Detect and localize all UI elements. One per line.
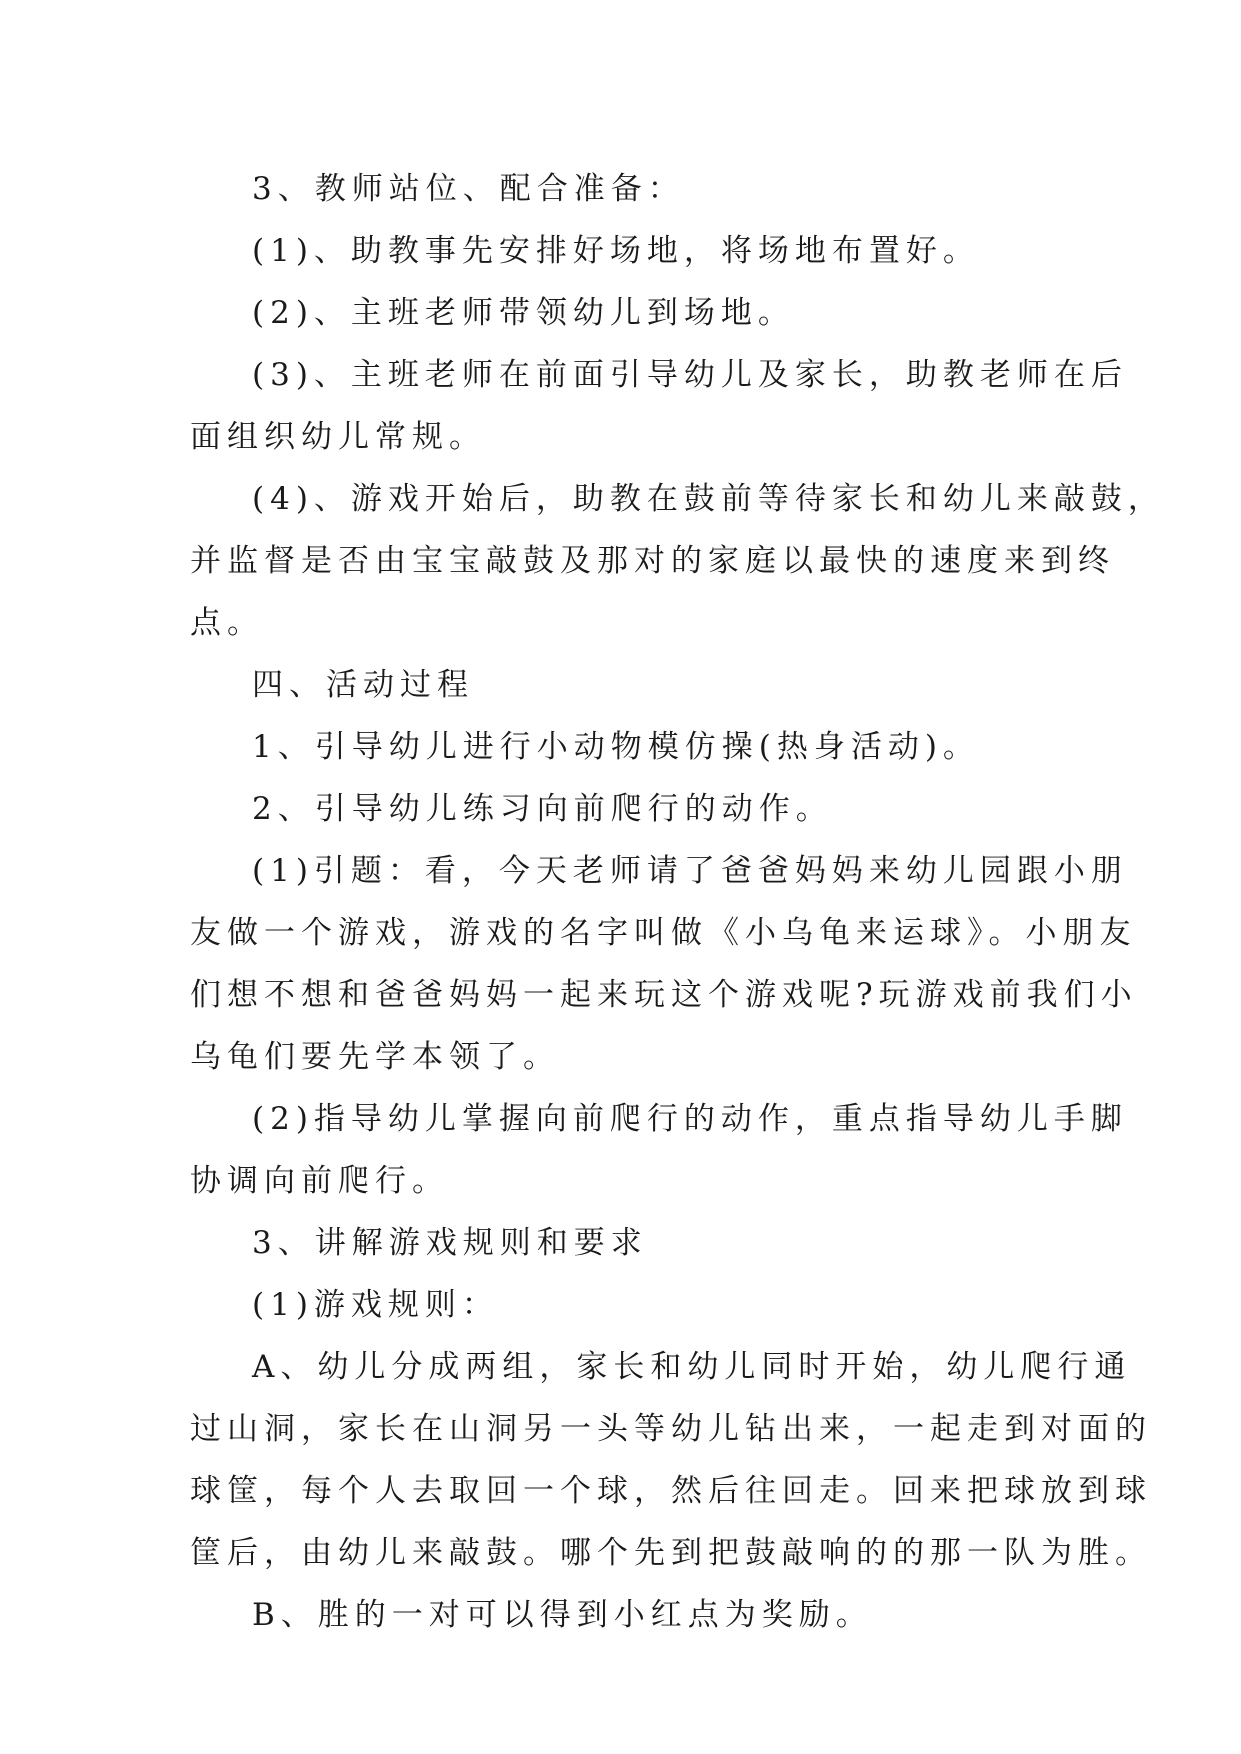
paragraph-line: 2、引导幼儿练习向前爬行的动作。 [252,791,833,827]
section-heading: 四、活动过程 [252,667,474,703]
paragraph-line: (3)、主班老师在前面引导幼儿及家长，助教老师在后 [252,357,1128,393]
paragraph-line: 1、引导幼儿进行小动物模仿操(热身活动)。 [252,729,980,765]
paragraph-line: (2)、主班老师带领幼儿到场地。 [252,295,795,331]
paragraph-line: 筐后，由幼儿来敲鼓。哪个先到把鼓敲响的的那一队为胜。 [190,1535,1152,1571]
paragraph-line: 点。 [190,605,264,641]
paragraph-line: (2)指导幼儿掌握向前爬行的动作，重点指导幼儿手脚 [252,1101,1128,1137]
paragraph-line: A、幼儿分成两组，家长和幼儿同时开始，幼儿爬行通 [252,1349,1132,1385]
paragraph-line: 球筐，每个人去取回一个球，然后往回走。回来把球放到球 [190,1473,1152,1509]
paragraph-line: (1)引题：看，今天老师请了爸爸妈妈来幼儿园跟小朋 [252,853,1128,889]
paragraph-line: 友做一个游戏，游戏的名字叫做《小乌龟来运球》。小朋友 [190,915,1137,951]
paragraph-line: (1)游戏规则： [252,1287,499,1323]
body-text [190,158,1165,1646]
paragraph-heading: 3、教师站位、配合准备： [252,171,685,207]
paragraph-line: (4)、游戏开始后，助教在鼓前等待家长和幼儿来敲鼓， [252,481,1165,517]
paragraph-line: 协调向前爬行。 [190,1163,449,1199]
paragraph-line: 乌龟们要先学本领了。 [190,1039,560,1075]
paragraph-line: B、胜的一对可以得到小红点为奖励。 [252,1597,873,1633]
paragraph-line: (1)、助教事先安排好场地，将场地布置好。 [252,233,980,269]
paragraph-line: 过山洞，家长在山洞另一头等幼儿钻出来，一起走到对面的 [190,1411,1152,1447]
paragraph-line: 面组织幼儿常规。 [190,419,486,455]
paragraph-line: 并监督是否由宝宝敲鼓及那对的家庭以最快的速度来到终 [190,543,1115,579]
paragraph-line: 们想不想和爸爸妈妈一起来玩这个游戏呢?玩游戏前我们小 [190,977,1138,1013]
paragraph-heading: 3、讲解游戏规则和要求 [252,1225,648,1261]
